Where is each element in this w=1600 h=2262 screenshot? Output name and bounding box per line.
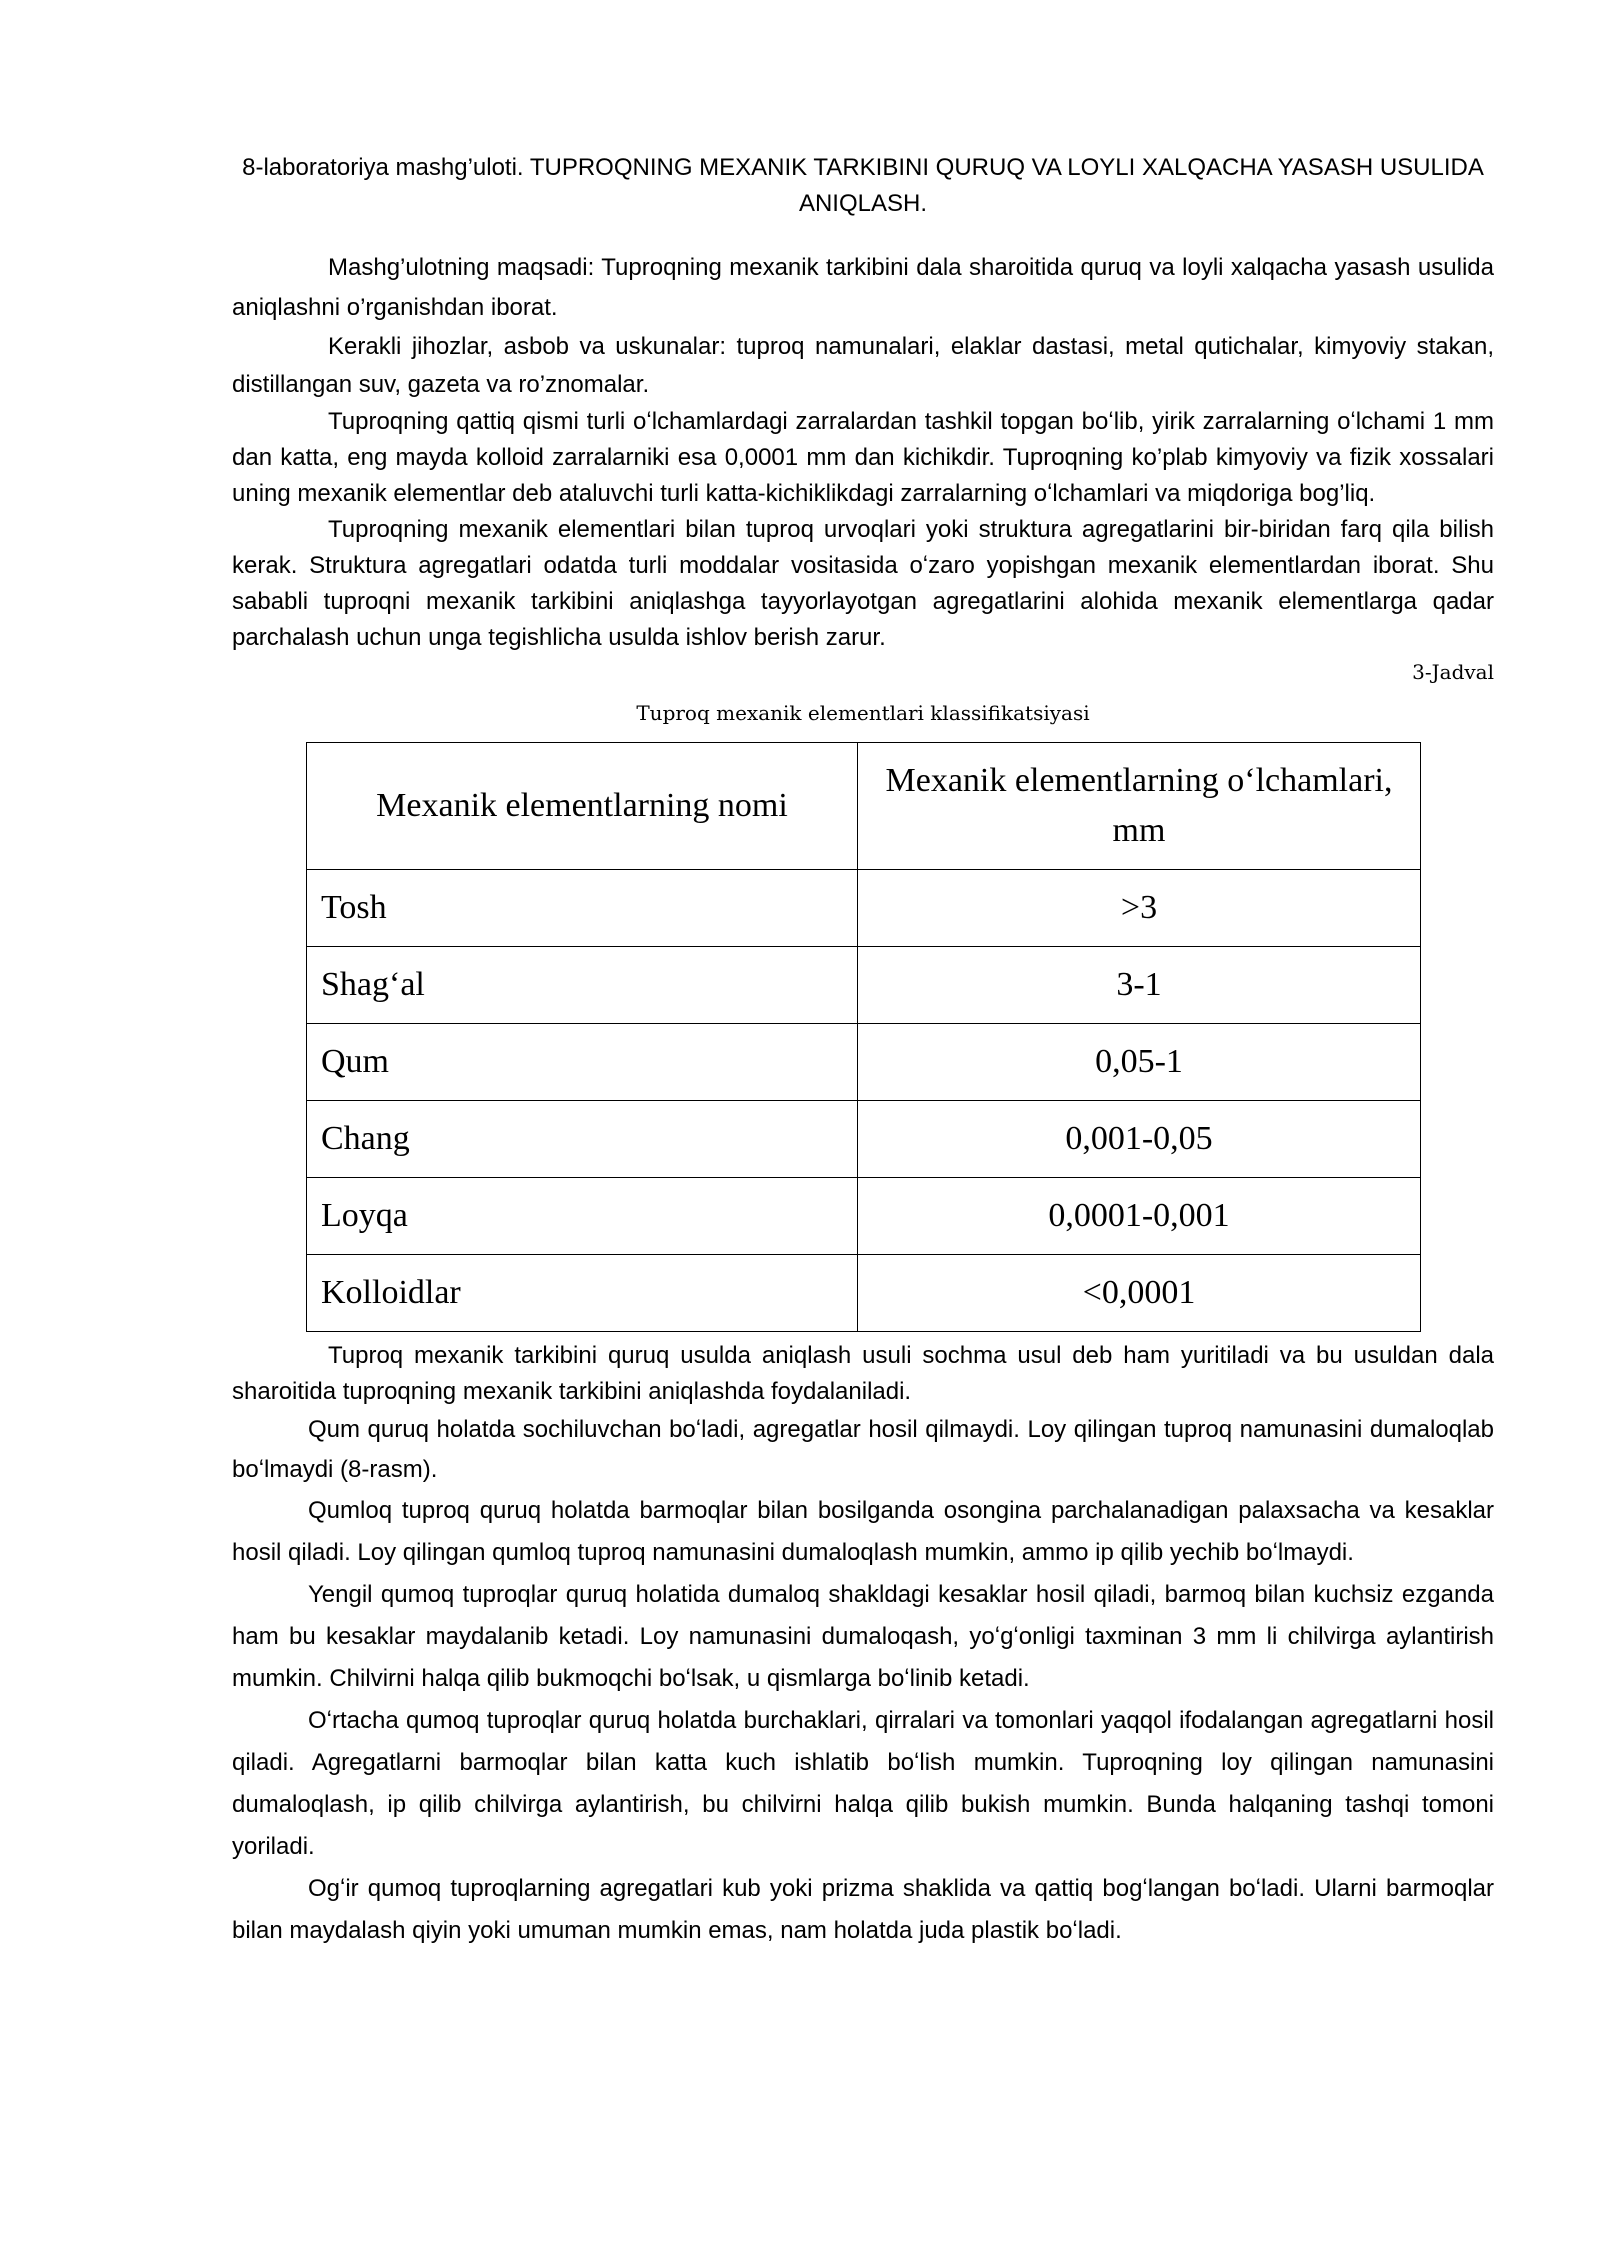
table-cell-name: Shagʻal [307,947,858,1024]
table-cell-name: Tosh [307,870,858,947]
table-header-size: Mexanik elementlarning oʻlchamlari, mm [858,743,1421,870]
table-cell-name: Kolloidlar [307,1255,858,1332]
table-cell-name: Chang [307,1101,858,1178]
table-cell-name: Loyqa [307,1178,858,1255]
table-caption: Tuproq mexanik elementlari klassifikatsiyasi [636,701,1090,725]
paragraph-sandy-loam: Qumloq tuproq quruq holatda barmoqlar bilan bosilganda osongina parchalanadigan palaxsacha va kesaklar hosil qiladi. Loy qilingan qumloq tuproq namunasini dumaloqlash mumkin, ammo ip qilib yechib boʻlmaydi. [232,1497,1494,1566]
section-after-table [232,1338,1494,1952]
document-title: 8-laboratoriya mashg’uloti. TUPROQNING MEXANIK TARKIBINI QURUQ VA LOYLI XALQACHA YASASH USULIDA ANIQLASH. [242,154,1484,217]
classification-table [306,742,1421,1332]
table-header-name: Mexanik elementlarning nomi [307,743,858,870]
paragraph-light-loam: Yengil qumoq tuproqlar quruq holatida dumaloq shakldagi kesaklar hosil qiladi, barmoq bilan kuchsiz ezganda ham bu kesaklar maydalanib ketadi. Loy namunasini dumaloqash, yoʻgʻonligi taxminan 3 mm li chilvirga aylantirish mumkin. Chilvirni halqa qilib bukmoqchi boʻlsak, u qismlarga boʻlinib ketadi. [232,1581,1494,1692]
table-row [307,1024,1421,1101]
table-cell-size: <0,0001 [858,1255,1421,1332]
paragraph-dry-method: Tuproq mexanik tarkibini quruq usulda aniqlash usuli sochma usul deb ham yuritiladi va bu usuldan dala sharoitida tuproqning mexanik tarkibini aniqlashda foydalaniladi. [232,1342,1494,1405]
document-body [232,150,1494,1952]
paragraph-aggregates: Tuproqning mexanik elementlari bilan tuproq urvoqlari yoki struktura agregatlarini bir-biridan farq qila bilish kerak. Struktura agregatlari odatda turli moddalar vositasida oʻzaro yopishgan mexanik elementlardan iborat. Shu sababli tuproqni mexanik tarkibini aniqlashga tayyorlayotgan agregatlarini alohida mexanik elementlarga qadar parchalash uchun unga tegishlicha usulda ishlov berish zarur. [232,516,1494,651]
table-cell-size: >3 [858,870,1421,947]
table-cell-size: 0,0001-0,001 [858,1178,1421,1255]
table-cell-size: 0,001-0,05 [858,1101,1421,1178]
paragraph-solid-part: Tuproqning qattiq qismi turli oʻlchamlardagi zarralardan tashkil topgan boʻlib, yirik zarralarning oʻlchami 1 mm dan katta, eng mayda kolloid zarralarniki esa 0,0001 mm dan kichikdir. Tuproqning ko’plab kimyoviy va fizik xossalari uning mexanik elementlar deb ataluvchi turli katta-kichiklikdagi zarralarning oʻlchamlari va miqdoriga bog’liq. [232,408,1494,507]
table-number: 3-Jadval [1412,660,1494,684]
table-cell-size: 0,05-1 [858,1024,1421,1101]
paragraph-goal: Mashg’ulotning maqsadi: Tuproqning mexanik tarkibini dala sharoitida quruq va loyli xalqacha yasash usulida aniqlashni o’rganishdan iborat. [232,254,1494,321]
table-row [307,947,1421,1024]
paragraph-heavy-loam: Ogʻir qumoq tuproqlarning agregatlari kub yoki prizma shaklida va qattiq bogʻlangan boʻladi. Ularni barmoqlar bilan maydalash qiyin yoki umuman mumkin emas, nam holatda juda plastik boʻladi. [232,1875,1494,1944]
paragraph-equipment: Kerakli jihozlar, asbob va uskunalar: tuproq namunalari, elaklar dastasi, metal qutichalar, kimyoviy stakan, distillangan suv, gazeta va ro’znomalar. [232,333,1494,398]
table-row [307,1178,1421,1255]
table-cell-name: Qum [307,1024,858,1101]
paragraph-medium-loam: Oʻrtacha qumoq tuproqlar quruq holatda burchaklari, qirralari va tomonlari yaqqol ifodalangan agregatlarni hosil qiladi. Agregatlarni barmoqlar bilan katta kuch ishlatib boʻlish mumkin. Tuproqning loy qilingan namunasini dumaloqlash, ip qilib chilvirga aylantirish, bu chilvirni halqa qilib bukish mumkin. Bunda halqaning tashqi tomoni yoriladi. [232,1707,1494,1860]
table-cell-size: 3-1 [858,947,1421,1024]
paragraph-sand: Qum quruq holatda sochiluvchan boʻladi, agregatlar hosil qilmaydi. Loy qilingan tuproq namunasini dumaloqlab boʻlmaydi (8-rasm). [232,1416,1494,1483]
table-row [307,1101,1421,1178]
table-row [307,870,1421,947]
table-header-row [307,743,1421,870]
table-row [307,1255,1421,1332]
